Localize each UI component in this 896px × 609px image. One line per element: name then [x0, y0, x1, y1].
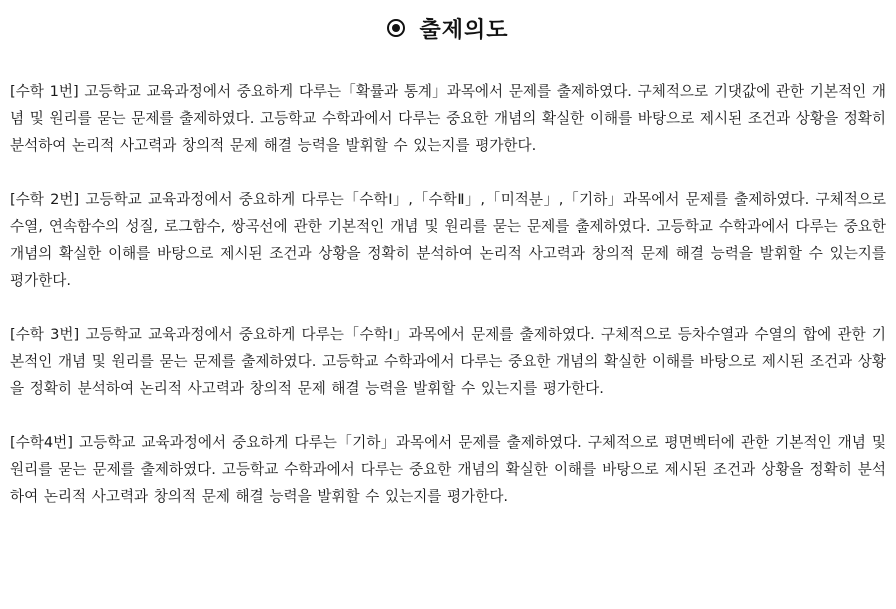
title-row: [10, 0, 886, 54]
section-math-4: [수학4번] 고등학교 교육과정에서 중요하게 다루는「기하」과목에서 문제를 출제하였다. 구체적으로 평면벡터에 관한 기본적인 개념 및 원리를 묻는 문제를 출제하였다. 고등학교 수학과에서 다루는 중요한 개념의 확실한 이해를 바탕으로 제시된 조건과 상황을 정확히 분석하여 논리적 사고력과 창의적 문제 해결 능력을 발휘할 수 있는지를 평가한다.: [10, 434, 886, 505]
section-math-2: [수학 2번] 고등학교 교육과정에서 중요하게 다루는「수학Ⅰ」,「수학Ⅱ」,「미적분」,「기하」과목에서 문제를 출제하였다. 구체적으로 수열, 연속함수의 성질, 로그함수, 쌍곡선에 관한 기본적인 개념 및 원리를 묻는 문제를 출제하였다. 고등학교 수학과에서 다루는 중요한 개념의 확실한 이해를 바탕으로 제시된 조건과 상황을 정확히 분석하여 논리적 사고력과 창의적 문제 해결 능력을 발휘할 수 있는지를 평가한다.: [10, 191, 886, 289]
section-math-1: [수학 1번] 고등학교 교육과정에서 중요하게 다루는「확률과 통계」과목에서 문제를 출제하였다. 구체적으로 기댓값에 관한 기본적인 개념 및 원리를 묻는 문제를 출제하였다. 고등학교 수학과에서 다루는 중요한 개념의 확실한 이해를 바탕으로 제시된 조건과 상황을 정확히 분석하여 논리적 사고력과 창의적 문제 해결 능력을 발휘할 수 있는지를 평가한다.: [10, 83, 886, 154]
section-math-3: [수학 3번] 고등학교 교육과정에서 중요하게 다루는「수학Ⅰ」과목에서 문제를 출제하였다. 구체적으로 등차수열과 수열의 합에 관한 기본적인 개념 및 원리를 묻는 문제를 출제하였다. 고등학교 수학과에서 다루는 중요한 개념의 확실한 이해를 바탕으로 제시된 조건과 상황을 정확히 분석하여 논리적 사고력과 창의적 문제 해결 능력을 발휘할 수 있는지를 평가한다.: [10, 326, 886, 397]
bullet-circle-icon: [387, 19, 405, 37]
page-title: 출제의도: [419, 17, 509, 43]
